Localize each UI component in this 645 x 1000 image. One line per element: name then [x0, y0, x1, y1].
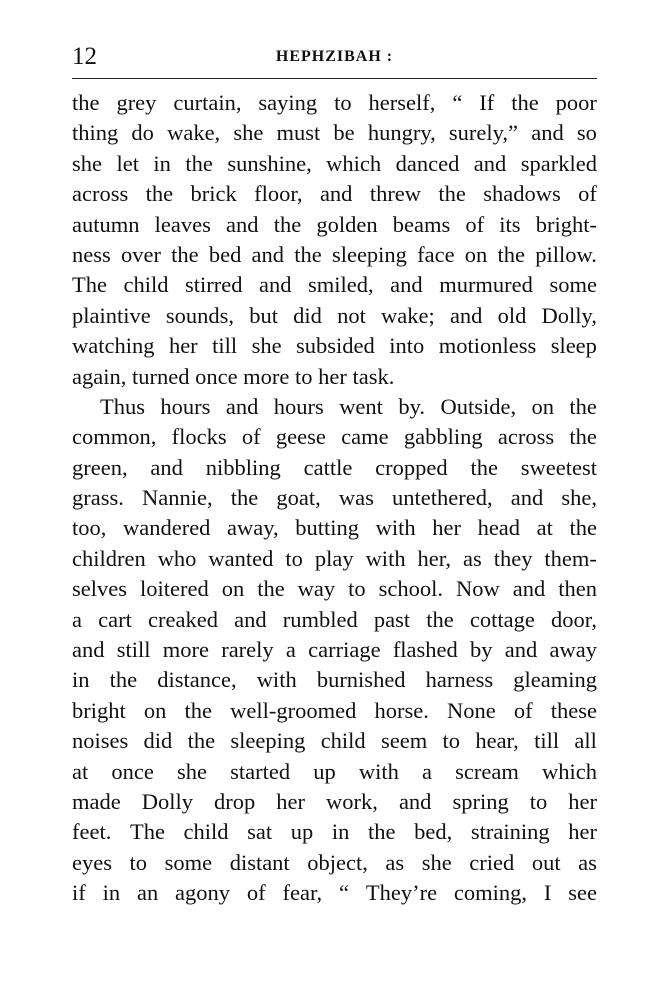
word: a [421, 758, 432, 784]
word: the [569, 424, 597, 450]
word: autumn [72, 211, 140, 237]
word: which [326, 150, 382, 176]
word: and [319, 181, 353, 207]
word: burnished [316, 667, 406, 693]
word: to [129, 849, 148, 875]
word: brick [190, 181, 237, 207]
word: them- [544, 545, 597, 571]
word: Dolly, [541, 302, 597, 328]
word: the [187, 728, 216, 754]
word: a [72, 606, 82, 632]
word: herself, [368, 90, 436, 115]
word: face [417, 241, 455, 267]
word: let [116, 150, 139, 176]
word: see [568, 880, 597, 906]
word: she [251, 333, 282, 359]
word: on [531, 393, 554, 419]
word: she, [561, 485, 597, 511]
word: thing [72, 120, 119, 146]
word: was [338, 485, 374, 511]
word: as [462, 545, 482, 571]
word: too, [72, 515, 107, 541]
word: They’re [365, 880, 438, 906]
running-head: HEPHZIBAH : [275, 48, 394, 65]
word: well-groomed [230, 697, 357, 723]
word: and [225, 393, 259, 419]
word: as [578, 849, 597, 875]
word: creaked [148, 606, 218, 632]
word: out [531, 849, 561, 875]
body-text [72, 88, 597, 909]
word: with [375, 515, 416, 541]
word: and [512, 576, 546, 602]
word: harness [425, 667, 494, 693]
word: noises [72, 728, 129, 754]
word: up [313, 758, 336, 784]
word: stirred [185, 272, 243, 298]
word: agony [175, 880, 231, 906]
text-line [72, 878, 597, 908]
word: floor, [254, 181, 303, 207]
word: None [446, 697, 496, 723]
text-line [72, 635, 597, 665]
word: watching [72, 333, 155, 359]
word: green, [72, 454, 128, 480]
word: an [136, 880, 159, 906]
word: and [251, 241, 285, 267]
word: feet. [72, 819, 112, 845]
word: untethered, [391, 485, 493, 511]
word: wake, [167, 120, 221, 146]
word: did [293, 302, 322, 328]
word: The [129, 819, 165, 845]
word: be [333, 120, 355, 146]
text-line [72, 422, 597, 452]
word: to [334, 90, 352, 115]
word: across [497, 424, 555, 450]
word: distance, [157, 667, 237, 693]
word: in [331, 819, 350, 845]
text-line [72, 665, 597, 695]
text-line [72, 88, 597, 118]
word: leaves [154, 211, 211, 237]
word: in [72, 667, 90, 693]
word: must [276, 120, 321, 146]
word: her [432, 515, 461, 541]
text-line [72, 696, 597, 726]
word: Now [456, 576, 500, 602]
word: way [297, 576, 336, 602]
word: of [465, 211, 485, 237]
word: cart [98, 606, 132, 632]
text-line [72, 817, 597, 847]
word: and [234, 606, 267, 632]
word: hours [273, 393, 324, 419]
word: sleeping [230, 728, 306, 754]
word: scream [455, 758, 519, 784]
word: so [576, 120, 597, 146]
word: still [116, 637, 151, 663]
text-line [72, 179, 597, 209]
word: to [285, 545, 303, 571]
word: carriage [308, 637, 381, 663]
word: the [230, 485, 259, 511]
text-line [72, 149, 597, 179]
text-line [72, 787, 597, 817]
word: and [150, 454, 183, 480]
word: bright [72, 697, 126, 723]
word: saying [258, 90, 318, 115]
word: and [390, 272, 423, 298]
word: and [504, 637, 538, 663]
word: nibbling [205, 454, 281, 480]
word: grey [116, 90, 157, 115]
word: I [543, 880, 552, 906]
word: child [320, 728, 366, 754]
text-line [72, 605, 597, 635]
word: rarely [221, 637, 274, 663]
word: gleaming [513, 667, 597, 693]
word: on [464, 241, 488, 267]
word: pillow. [535, 241, 597, 267]
word: wandered [122, 515, 211, 541]
word: wake; [381, 302, 435, 328]
word: grass. [72, 485, 124, 511]
word: danced [395, 150, 460, 176]
word: and [473, 150, 507, 176]
word: the [109, 667, 138, 693]
page-number: 12 [72, 43, 97, 70]
word: sleep [550, 333, 597, 359]
word: did [143, 728, 173, 754]
word: ness [72, 241, 111, 267]
word: flocks [171, 424, 227, 450]
word: they [493, 545, 533, 571]
text-line [72, 757, 597, 787]
word: “ [452, 90, 463, 115]
word: more [162, 637, 209, 663]
word: sweetest [520, 454, 597, 480]
text-line [72, 240, 597, 270]
word: by [470, 637, 493, 663]
word: which [541, 758, 597, 784]
word: some [164, 849, 213, 875]
word: not [337, 302, 366, 328]
word: the [184, 697, 212, 723]
word: children [72, 545, 146, 571]
word: motionless [438, 333, 537, 359]
word: object, [307, 849, 368, 875]
word: school. [378, 576, 444, 602]
word: cropped [375, 454, 448, 480]
word: bed, [414, 819, 453, 845]
word: the [171, 241, 199, 267]
word: threw [369, 181, 422, 207]
word: all [574, 728, 597, 754]
word: if [72, 880, 86, 906]
word: she [176, 758, 207, 784]
word: shadows [483, 181, 561, 207]
word: head [477, 515, 521, 541]
word: to [529, 788, 548, 814]
word: away, [227, 515, 279, 541]
text-line [72, 270, 597, 300]
book-page [72, 36, 597, 976]
word: cottage [469, 606, 535, 632]
word: plaintive [72, 302, 151, 328]
word: till [212, 333, 238, 359]
word: coming, [453, 880, 528, 906]
text-line [72, 301, 597, 331]
word: Thus [100, 393, 145, 419]
word: at [72, 758, 89, 784]
word: with [365, 545, 406, 571]
word: subsided [296, 333, 375, 359]
word: of [246, 880, 266, 906]
word: butting [295, 515, 360, 541]
word: smiled, [308, 272, 374, 298]
word: Dolly [141, 788, 194, 814]
word: to [442, 728, 461, 754]
word: of [513, 697, 533, 723]
word: the [569, 393, 597, 419]
word: spring [452, 788, 509, 814]
word: the [438, 181, 466, 207]
word: the [294, 241, 322, 267]
word: the [569, 515, 597, 541]
word: and [72, 637, 105, 663]
text-line [72, 848, 597, 878]
word: hours [160, 393, 211, 419]
word: the [470, 454, 498, 480]
word: bright- [535, 211, 597, 237]
text-line [72, 392, 597, 422]
word: “ [339, 880, 350, 906]
word: beams [392, 211, 451, 237]
word: gabbling [403, 424, 483, 450]
word: eyes [72, 849, 112, 875]
word: into [389, 333, 425, 359]
text-line [72, 362, 597, 392]
word: and [398, 788, 432, 814]
word: horse. [374, 697, 429, 723]
word: child [123, 272, 169, 298]
word: she [421, 849, 452, 875]
word: the [72, 90, 100, 115]
word: bed [208, 241, 242, 267]
text-line [72, 483, 597, 513]
word: work, [326, 788, 378, 814]
text-line [72, 544, 597, 574]
word: curtain, [173, 90, 242, 115]
word: flashed [392, 637, 458, 663]
word: the [368, 819, 396, 845]
word: the [497, 241, 525, 267]
word: made [72, 788, 121, 814]
word: seem [380, 728, 428, 754]
word: play [314, 545, 354, 571]
word: by. [398, 393, 426, 419]
word: Outside, [440, 393, 517, 419]
word: geese [275, 424, 326, 450]
word: common, [72, 424, 157, 450]
word: she [233, 120, 264, 146]
word: the [511, 90, 539, 115]
word: surely,” [448, 120, 519, 146]
word: the [145, 181, 174, 207]
word: her [276, 788, 306, 814]
word: across [72, 181, 129, 207]
text-line [72, 726, 597, 756]
word: poor [555, 90, 597, 115]
word: then [558, 576, 597, 602]
word: selves [72, 576, 127, 602]
word: of [578, 181, 597, 207]
word: away [549, 637, 597, 663]
text-line [72, 453, 597, 483]
word: The [72, 272, 107, 298]
word: the [426, 606, 454, 632]
word: her [568, 819, 597, 845]
word: with [358, 758, 399, 784]
word: the [273, 211, 302, 237]
word: and [259, 272, 292, 298]
word: If [479, 90, 495, 115]
text-line [72, 118, 597, 148]
word: and [449, 302, 483, 328]
word: past [373, 606, 411, 632]
word: some [549, 272, 597, 298]
word: goat, [276, 485, 321, 511]
text-line [72, 513, 597, 543]
word: do [131, 120, 154, 146]
word: till [534, 728, 560, 754]
page-header [72, 36, 597, 76]
word: up [290, 819, 314, 845]
word: wanted [208, 545, 274, 571]
word: murmured [439, 272, 533, 298]
word: she [72, 150, 102, 176]
word: fear, [282, 880, 323, 906]
word: hungry, [367, 120, 436, 146]
word: who [157, 545, 197, 571]
word: sparkled [520, 150, 597, 176]
word: and [531, 120, 564, 146]
word: over [120, 241, 161, 267]
word: sunshine, [227, 150, 312, 176]
word: hear, [475, 728, 519, 754]
word: to [348, 576, 366, 602]
word: these [550, 697, 597, 723]
word: her [568, 788, 597, 814]
word: once [111, 758, 154, 784]
word: its [499, 211, 521, 237]
word: Nannie, [142, 485, 213, 511]
word: her [168, 333, 198, 359]
word: her, [417, 545, 452, 571]
word: loitered [139, 576, 209, 602]
word: child [183, 819, 229, 845]
text-line [72, 210, 597, 240]
word: a [285, 637, 296, 663]
word: at [536, 515, 553, 541]
word: but [249, 302, 278, 328]
line-text: again, turned once more to her task. [72, 363, 395, 389]
word: distant [229, 849, 290, 875]
word: the [257, 576, 285, 602]
word: cried [469, 849, 515, 875]
word: of [241, 424, 261, 450]
word: door, [551, 606, 597, 632]
word: sat [247, 819, 273, 845]
word: on [221, 576, 245, 602]
word: golden [316, 211, 378, 237]
word: cattle [303, 454, 353, 480]
word: with [256, 667, 297, 693]
word: and [226, 211, 259, 237]
word: on [143, 697, 167, 723]
word: straining [470, 819, 550, 845]
word: rumbled [282, 606, 358, 632]
word: in [153, 150, 171, 176]
word: sleeping [331, 241, 407, 267]
word: as [385, 849, 405, 875]
word: sounds, [165, 302, 235, 328]
word: and [510, 485, 544, 511]
text-line [72, 331, 597, 361]
word: the [185, 150, 213, 176]
word: started [230, 758, 291, 784]
text-line [72, 574, 597, 604]
word: in [102, 880, 121, 906]
word: old [497, 302, 527, 328]
word: drop [214, 788, 256, 814]
word: came [341, 424, 389, 450]
header-rule [72, 78, 597, 79]
word: went [339, 393, 383, 419]
